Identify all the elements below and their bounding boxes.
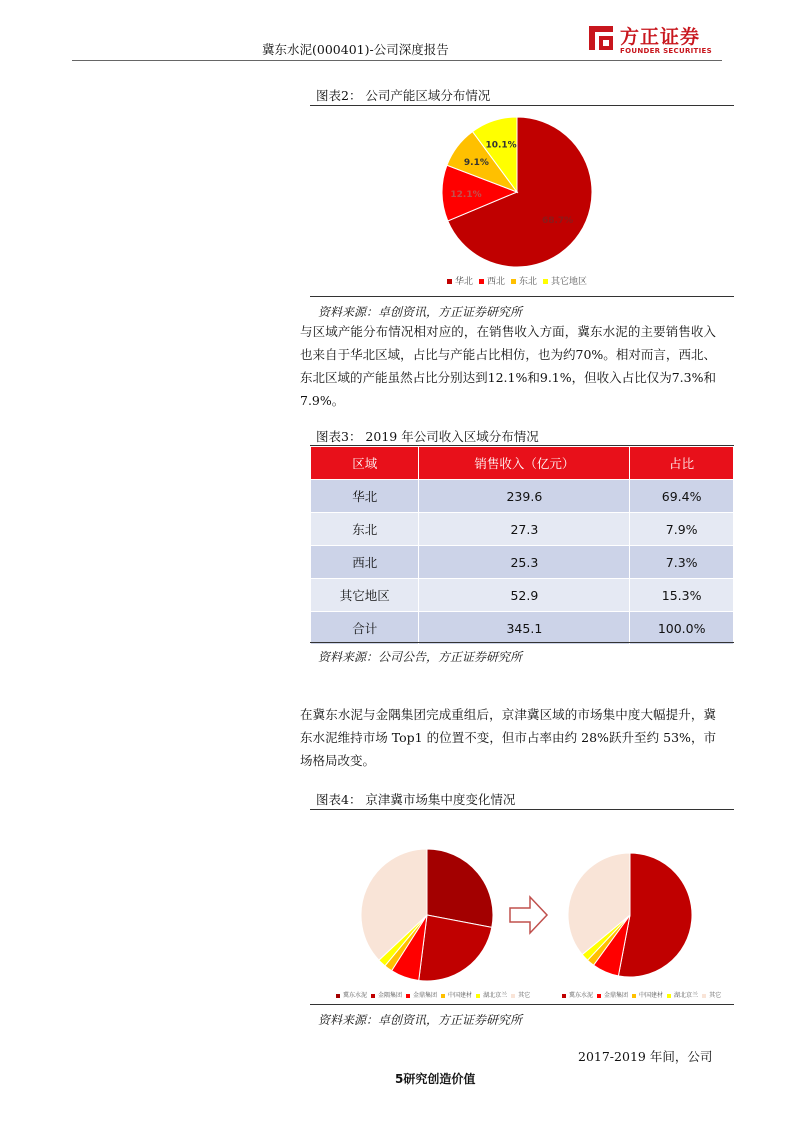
page-footer: 5研究创造价值 (395, 1072, 476, 1086)
pie-data-label: 12.1% (450, 189, 482, 200)
pie-slice-冀东水泥 (427, 849, 493, 927)
legend-label: 湖北京兰 (483, 992, 508, 999)
legend-label: 冀东水泥 (343, 992, 368, 999)
legend-swatch (511, 994, 515, 998)
pie-data-label: 68.7% (541, 216, 574, 227)
fig4-bottom-rule (310, 1004, 734, 1005)
legend-label: 金隅集团 (378, 992, 403, 999)
table-row (311, 612, 734, 645)
legend-label: 金鼎集团 (413, 992, 438, 999)
pie-slice-金隅集团 (419, 915, 492, 981)
fig4-title-rule (310, 809, 734, 810)
legend-item (597, 992, 628, 999)
legend-swatch (597, 994, 601, 998)
legend-label: 湖北京兰 (674, 992, 699, 999)
legend-swatch (702, 994, 706, 998)
legend-label: 西北 (487, 277, 506, 287)
pie-data-label: 10.1% (485, 140, 517, 151)
table-header-share: 占比 (630, 447, 734, 480)
table-cell: 7.3% (630, 546, 734, 579)
founder-logo (586, 23, 716, 59)
paragraph-1: 与区域产能分布情况相对应的，在销售收入方面，冀东水泥的主要销售收入也来自于华北区域，占比与产能占比相仿，也为约70%。相对而言，西北、东北区域的产能虽然占比分别达到12.1%和9.1%，但收入占比仅为7.3%和7.9%。 (300, 324, 716, 408)
table-header-revenue: 销售收入（亿元） (419, 447, 630, 480)
legend-swatch (479, 279, 484, 284)
legend-label: 其它 (709, 992, 722, 999)
founder-logo-icon (586, 23, 616, 53)
legend-item (406, 992, 437, 999)
table-cell: 25.3 (419, 546, 630, 579)
table-cell: 合计 (311, 612, 419, 645)
table-cell: 7.9% (630, 513, 734, 546)
table-cell: 15.3% (630, 579, 734, 612)
logo-text-cn: 方正证券 (620, 26, 701, 48)
legend-label: 华北 (455, 277, 474, 287)
legend-swatch (632, 994, 636, 998)
pie-data-label: 9.1% (463, 158, 489, 169)
table-cell: 华北 (311, 480, 419, 513)
continued-text: 2017-2019 年间，公司 (578, 1049, 713, 1064)
table-header-region: 区域 (311, 447, 419, 480)
fig2-source: 资料来源：卓创资讯，方正证券研究所 (318, 305, 523, 319)
legend-item (702, 992, 721, 999)
legend-item (667, 992, 698, 999)
header-title: 冀东水泥(000401)-公司深度报告 (262, 42, 449, 57)
legend-label: 中国建材 (639, 992, 664, 999)
legend-swatch (406, 994, 410, 998)
arrow-right-icon (510, 897, 547, 933)
legend-item (562, 992, 593, 999)
legend-label: 其它地区 (551, 277, 588, 287)
table-cell: 345.1 (419, 612, 630, 645)
legend-swatch (336, 994, 340, 998)
legend-swatch (447, 279, 452, 284)
fig4-source: 资料来源：卓创资讯，方正证券研究所 (318, 1013, 523, 1027)
table-cell: 西北 (311, 546, 419, 579)
fig3-bottom-rule (310, 642, 734, 643)
fig4-legend-left (336, 990, 534, 999)
table-cell: 其它地区 (311, 579, 419, 612)
fig4-title: 图表4： 京津冀市场集中度变化情况 (316, 792, 516, 807)
legend-swatch (476, 994, 480, 998)
fig2-title: 图表2： 公司产能区域分布情况 (316, 88, 491, 103)
legend-item (632, 992, 663, 999)
legend-swatch (543, 279, 548, 284)
table-cell: 239.6 (419, 480, 630, 513)
revenue-table (310, 446, 734, 645)
legend-item (476, 992, 507, 999)
table-cell: 52.9 (419, 579, 630, 612)
legend-item (511, 277, 537, 287)
fig2-legend (447, 274, 593, 287)
fig2-pie-chart (425, 112, 615, 292)
legend-item (441, 992, 472, 999)
legend-item (447, 277, 473, 287)
legend-swatch (667, 994, 671, 998)
legend-item (511, 992, 530, 999)
logo-text-en: FOUNDER SECURITIES (620, 47, 712, 55)
legend-label: 中国建材 (448, 992, 473, 999)
legend-swatch (441, 994, 445, 998)
paragraph-2: 在冀东水泥与金隅集团完成重组后，京津冀区域的市场集中度大幅提升，冀东水泥维持市场 Top1 的位置不变，但市占率由约 28%跃升至约 53%，市场格局改变。 (300, 707, 716, 768)
fig4-legend-right (562, 990, 725, 999)
legend-item (336, 992, 367, 999)
legend-label: 金鼎集团 (604, 992, 629, 999)
legend-swatch (511, 279, 516, 284)
legend-item (371, 992, 402, 999)
fig2-title-rule (310, 105, 734, 106)
legend-swatch (371, 994, 375, 998)
legend-item (479, 277, 505, 287)
legend-label: 东北 (519, 277, 538, 287)
table-cell: 100.0% (630, 612, 734, 645)
table-row (311, 546, 734, 579)
legend-label: 其它 (518, 992, 531, 999)
table-row (311, 480, 734, 513)
table-cell: 69.4% (630, 480, 734, 513)
header-divider (72, 60, 722, 61)
fig3-title: 图表3： 2019 年公司收入区域分布情况 (316, 429, 539, 444)
fig2-bottom-rule (310, 296, 734, 297)
legend-label: 冀东水泥 (569, 992, 594, 999)
legend-swatch (562, 994, 566, 998)
table-cell: 东北 (311, 513, 419, 546)
fig4-pie-charts (350, 835, 720, 995)
table-row (311, 579, 734, 612)
table-row (311, 513, 734, 546)
table-cell: 27.3 (419, 513, 630, 546)
legend-item (543, 277, 587, 287)
fig3-source: 资料来源：公司公告，方正证券研究所 (318, 650, 523, 664)
